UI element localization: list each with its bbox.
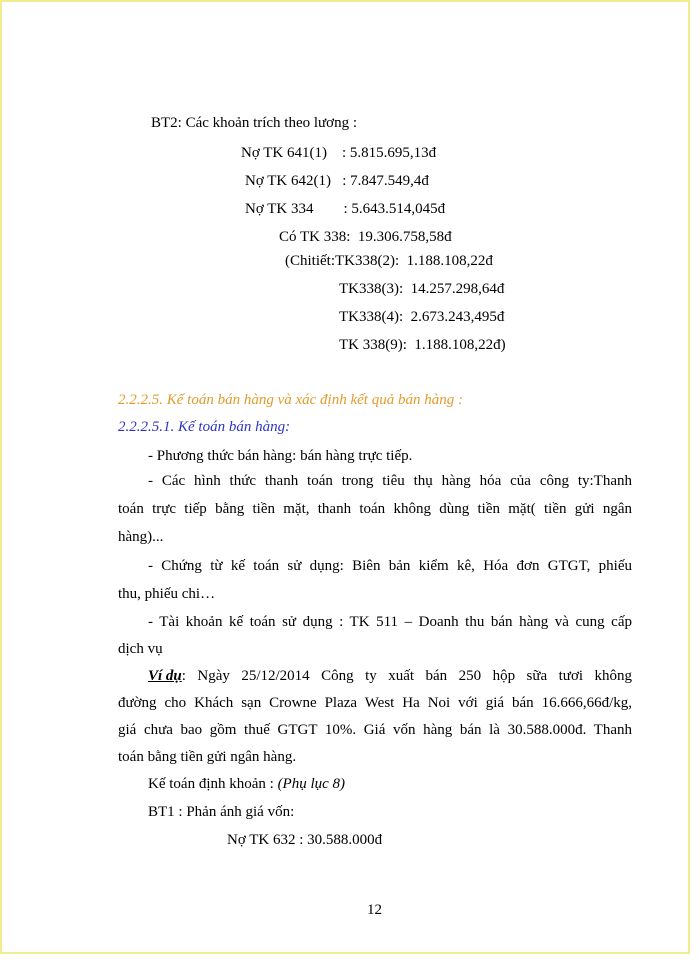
- paragraph-accounts-line1: - Tài khoản kế toán sử dụng : TK 511 – Doanh thu bán hàng và cung cấp: [148, 614, 632, 630]
- example-text-line1: : Ngày 25/12/2014 Công ty xuất bán 250 hộp sữa tươi không: [181, 668, 632, 684]
- example-line1: [148, 667, 632, 685]
- paragraph-payment-line2: toán trực tiếp bằng tiền mặt, thanh toán không dùng tiền mặt( tiền gửi ngân: [118, 501, 632, 517]
- detail-tk3384: TK338(4): 2.673.243,495đ: [339, 309, 505, 325]
- paragraph-payment-line3: hàng)...: [118, 529, 164, 545]
- entry-no-632: Nợ TK 632 : 30.588.000đ: [227, 832, 383, 848]
- paragraph-documents-line1: - Chứng từ kế toán sử dụng: Biên bản kiểm kê, Hóa đơn GTGT, phiếu: [148, 558, 632, 574]
- dinh-khoan-label: Kế toán định khoản :: [148, 776, 278, 792]
- detail-tk3382: (Chitiết:TK338(2): 1.188.108,22đ: [285, 253, 493, 269]
- example-line2: đường cho Khách sạn Crowne Plaza West Ha Noi với giá bán 16.666,66đ/kg,: [118, 695, 632, 711]
- entry-no-334: Nợ TK 334 : 5.643.514,045đ: [245, 201, 446, 217]
- appendix-ref: (Phụ lục 8): [277, 776, 346, 792]
- section-heading-2225: 2.2.2.5. Kế toán bán hàng và xác định kết quả bán hàng :: [118, 392, 463, 408]
- bt2-title: BT2: Các khoản trích theo lương :: [151, 115, 358, 131]
- paragraph-documents-line2: thu, phiếu chi…: [118, 586, 216, 602]
- dinh-khoan-line: [148, 775, 345, 793]
- paragraph-accounts-line2: dịch vụ: [118, 641, 163, 657]
- page-number: 12: [367, 902, 382, 918]
- entry-no-641: Nợ TK 641(1) : 5.815.695,13đ: [241, 145, 437, 161]
- example-line3: giá chưa bao gồm thuế GTGT 10%. Giá vốn hàng bán là 30.588.000đ. Thanh: [118, 722, 632, 738]
- detail-tk3383: TK338(3): 14.257.298,64đ: [339, 281, 505, 297]
- detail-tk3389: TK 338(9): 1.188.108,22đ): [339, 337, 506, 353]
- bt1-title: BT1 : Phản ánh giá vốn:: [148, 804, 295, 820]
- example-line4: toán bằng tiền gửi ngân hàng.: [118, 749, 297, 765]
- section-heading-22251: 2.2.2.5.1. Kế toán bán hàng:: [118, 419, 291, 435]
- example-label: Ví dụ: [148, 668, 182, 684]
- entry-co-338: Có TK 338: 19.306.758,58đ: [279, 229, 452, 245]
- paragraph-payment-line1: - Các hình thức thanh toán trong tiêu thụ hàng hóa của công ty:Thanh: [148, 473, 632, 489]
- entry-no-642: Nợ TK 642(1) : 7.847.549,4đ: [245, 173, 429, 189]
- paragraph-sales-method: - Phương thức bán hàng: bán hàng trực tiếp.: [148, 448, 413, 464]
